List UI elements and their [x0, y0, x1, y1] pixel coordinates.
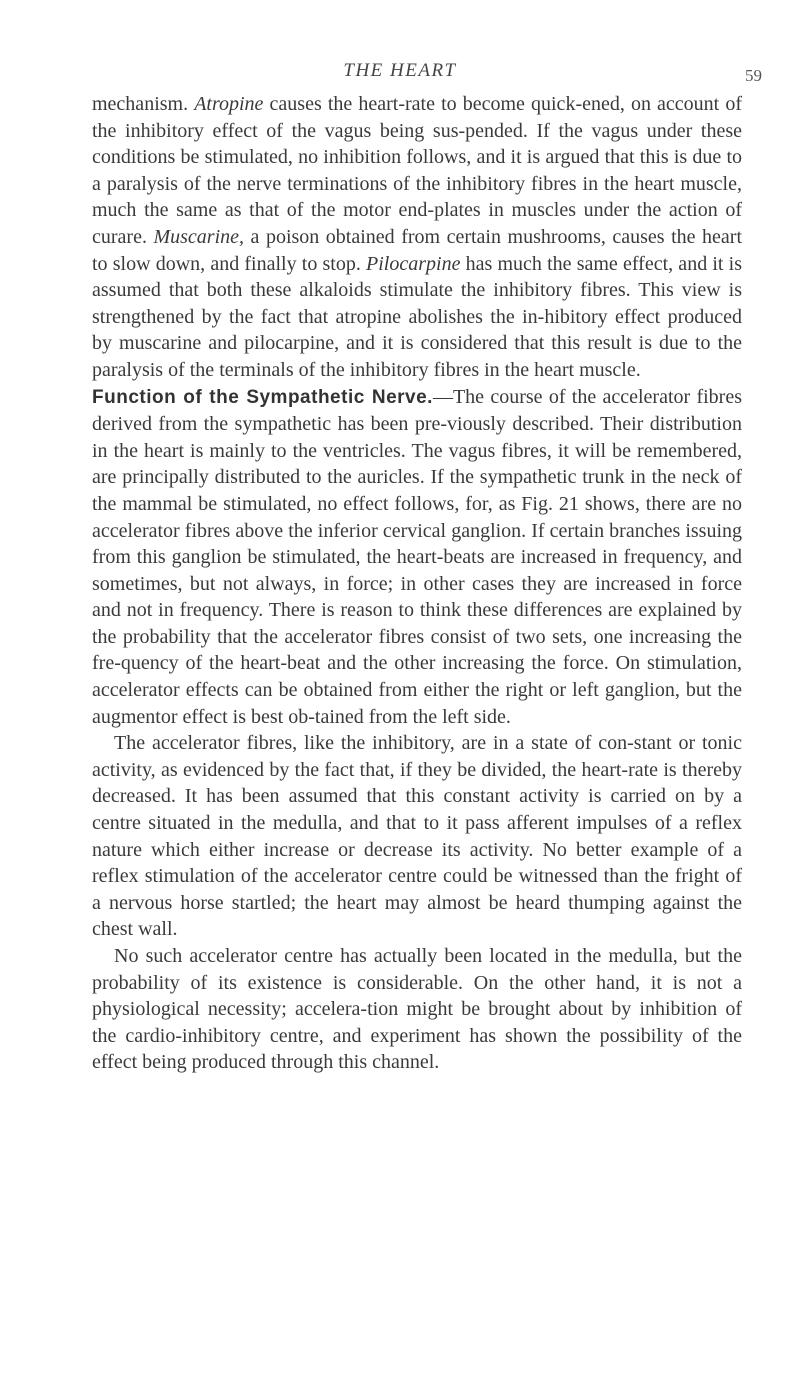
- body-text: [92, 91, 742, 1076]
- p4-text: No such accelerator centre has actually been located in the medulla, but the probability of its existence is considerable. On the other hand, it is not a physiological necessity; accelera-tion might be brought about by inhibition of the cardio-inhibitory centre, and experiment has shown the possibility of the effect being produced through this channel.: [92, 945, 742, 1074]
- paragraph-accelerator-centre: [92, 943, 742, 1076]
- p2-text: —The course of the accelerator fibres derived from the sympathetic has been pre-viously described. Their distribution in the heart is mainly to the ventricles. The vagus fibres, it will be remembered, are principally distributed to the auricles. If the sympathetic trunk in the neck of the mammal be stimulated, no effect follows, for, as Fig. 21 shows, there are no accelerator fibres above the inferior cervical ganglion. If certain branches issuing from this ganglion be stimulated, the heart-beats are increased in frequency, and sometimes, but not always, in force; in other cases they are increased in force and not in frequency. There is reason to think these differences are explained by the probability that the accelerator fibres consist of two sets, one increasing the fre-quency of the heart-beat and the other increasing the force. On stimulation, accelerator effects can be obtained from either the right or left ganglion, but the augmentor effect is best ob-tained from the left side.: [92, 385, 743, 728]
- paragraph-drug-effects: [92, 91, 742, 384]
- paragraph-tonic-activity: [92, 730, 742, 943]
- p1-text-3: a poison obtained from certain mushrooms, causes the heart to slow down, and finally to stop.: [92, 225, 743, 275]
- section-heading: Function of the Sympathetic Nerve.: [92, 386, 433, 408]
- paragraph-sympathetic-function: [92, 384, 742, 731]
- page-number: 59: [745, 66, 762, 85]
- p1-text-1: mechanism.: [92, 93, 195, 115]
- p1-text-4: has much the same effect, and it is assumed that both these alkaloids stimulate the inhibitory fibres. This view is strengthened by the fact that atropine abolishes the in-hibitory effect produced by muscarine and pilocarpine, and it is considered that this result is due to the paralysis of the terminals of the inhibitory fibres in the heart muscle.: [92, 252, 742, 381]
- running-head: THE HEART: [343, 60, 457, 81]
- p3-text: The accelerator fibres, like the inhibitory, are in a state of con-stant or tonic activity, as evidenced by the fact that, if they be divided, the heart-rate is thereby decreased. It has been assumed that this constant activity is carried on by a centre situated in the medulla, and that to it pass afferent impulses of a reflex nature which either increase or decrease its activity. No better example of a reflex stimulation of the accelerator centre could be witnessed than the fright of a nervous horse startled; the heart may almost be heard thumping against the chest wall.: [92, 732, 742, 941]
- p1-text-2: causes the heart-rate to become quick-ened, on account of the inhibitory effect of the vagus being sus-pended. If the vagus under these conditions be stimulated, no inhibition follows, and it is argued that this is due to a paralysis of the nerve terminations of the inhibitory fibres in the heart muscle, much the same as that of the motor end-plates in muscles under the action of curare.: [92, 93, 742, 248]
- term-pilocarpine: Pilocarpine: [366, 252, 461, 275]
- term-muscarine: Muscarine,: [153, 225, 245, 248]
- term-atropine: Atropine: [194, 93, 264, 115]
